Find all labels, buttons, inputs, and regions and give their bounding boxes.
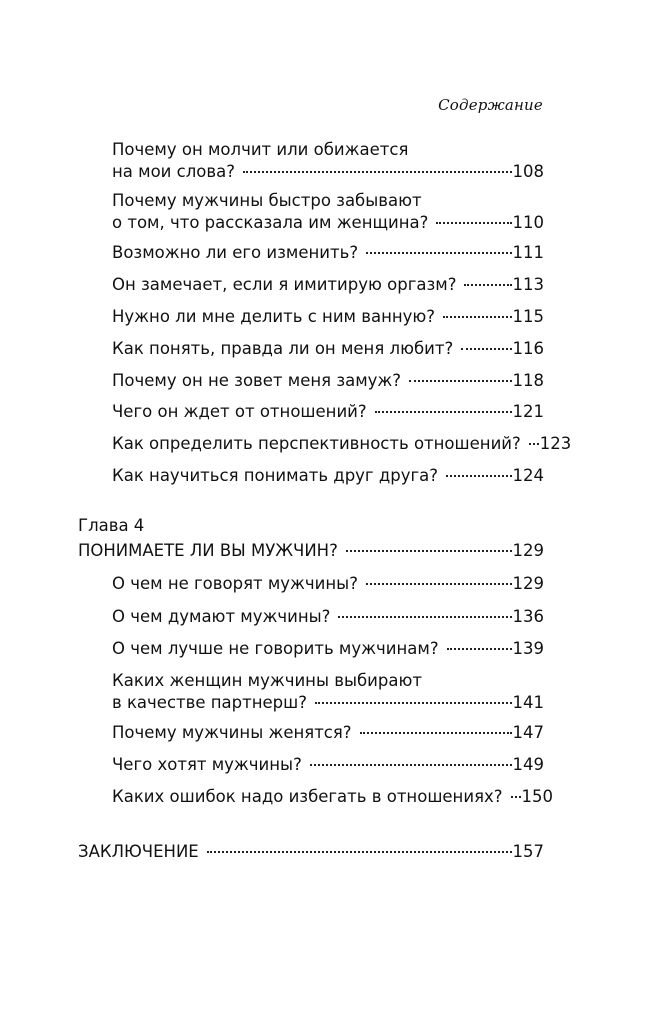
leader-dots — [375, 411, 512, 413]
toc-page-number: 139 — [512, 639, 544, 658]
toc-entry[interactable] — [112, 465, 544, 487]
toc-page-number: 118 — [512, 371, 544, 390]
toc-entry[interactable] — [112, 606, 544, 628]
leader-dots — [366, 252, 511, 254]
toc-entry-title: в качестве партнерш? — [112, 693, 308, 712]
toc-entry[interactable] — [112, 306, 544, 328]
leader-dots — [338, 616, 511, 618]
toc-entry-title: Чего хотят мужчины? — [112, 755, 302, 774]
toc-entry-title: Почему мужчины женятся? — [112, 723, 352, 742]
toc-entry[interactable] — [112, 754, 544, 776]
leader-dots — [243, 171, 512, 173]
toc-entry-title: Возможно ли его изменить? — [112, 243, 359, 262]
toc-page-number: 129 — [512, 574, 544, 593]
toc-entry[interactable] — [112, 433, 572, 455]
chapter-label: Глава 4 — [78, 516, 145, 535]
toc-page-number: 123 — [539, 434, 572, 453]
toc-entry[interactable] — [112, 370, 544, 392]
leader-dots — [461, 348, 511, 350]
leader-dots — [409, 380, 511, 382]
leader-dots — [511, 796, 521, 798]
toc-entry-title: Нужно ли мне делить с ним ванную? — [112, 307, 436, 326]
toc-entry-title: Почему он не зовет меня замуж? — [112, 371, 402, 390]
leader-dots — [366, 583, 512, 585]
toc-page-number: 110 — [512, 213, 544, 232]
toc-entry[interactable] — [112, 722, 544, 744]
toc-entry[interactable] — [112, 786, 554, 808]
toc-entry[interactable] — [112, 638, 544, 660]
leader-dots — [464, 284, 511, 286]
toc-page-number: 141 — [512, 693, 544, 712]
toc-entry[interactable] — [112, 670, 544, 714]
leader-dots — [207, 851, 512, 853]
toc-entry-title: О чем не говорят мужчины? — [112, 574, 358, 593]
toc-entry-title: на мои слова? — [112, 162, 235, 181]
leader-dots — [346, 550, 512, 552]
toc-conclusion-entry[interactable] — [78, 841, 544, 863]
leader-dots — [436, 222, 511, 224]
chapter-title: ПОНИМАЕТЕ ЛИ ВЫ МУЖЧИН? — [78, 541, 338, 560]
toc-page-number: 129 — [512, 541, 544, 560]
toc-entry[interactable] — [112, 242, 544, 264]
leader-dots — [315, 702, 511, 704]
toc-page-number: 113 — [512, 275, 544, 294]
conclusion-title: ЗАКЛЮЧЕНИЕ — [78, 842, 199, 861]
toc-page-number: 124 — [512, 466, 544, 485]
toc-page-number: 121 — [512, 402, 544, 421]
toc-entry-title-line1: Каких женщин мужчины выбирают — [112, 671, 422, 690]
toc-page-number: 147 — [512, 723, 544, 742]
toc-entry[interactable] — [112, 190, 544, 234]
toc-entry-title-line1: Почему мужчины быстро забывают — [112, 191, 422, 210]
toc-page-number: 116 — [512, 339, 544, 358]
toc-entry-title: Он замечает, если я имитирую оргазм? — [112, 275, 457, 294]
leader-dots — [446, 475, 511, 477]
toc-entry-title: Чего он ждет от отношений? — [112, 402, 367, 421]
toc-entry[interactable] — [112, 338, 544, 360]
leader-dots — [529, 443, 539, 445]
running-head: Содержание — [438, 96, 543, 114]
leader-dots — [360, 732, 512, 734]
toc-entry[interactable] — [112, 573, 544, 595]
toc-entry-title: Как понять, правда ли он меня любит? — [112, 339, 454, 358]
toc-entry-title-line1: Почему он молчит или обижается — [112, 140, 409, 159]
toc-page-number: 149 — [512, 755, 544, 774]
toc-entry[interactable] — [112, 139, 544, 183]
toc-entry-title: Как научиться понимать друг друга? — [112, 466, 439, 485]
toc-page-number: 111 — [512, 243, 544, 262]
toc-entry-title: о том, что рассказала им женщина? — [112, 213, 429, 232]
leader-dots — [310, 764, 512, 766]
toc-entry-title: О чем думают мужчины? — [112, 607, 331, 626]
toc-entry[interactable] — [112, 274, 544, 296]
toc-page-number: 108 — [512, 162, 544, 181]
toc-entry-title: О чем лучше не говорить мужчинам? — [112, 639, 439, 658]
toc-entry-title: Как определить перспективность отношений? — [112, 434, 521, 453]
toc-page-number: 157 — [512, 842, 544, 861]
toc-entry[interactable] — [112, 401, 544, 423]
leader-dots — [447, 648, 512, 650]
toc-chapter-entry[interactable] — [78, 540, 544, 562]
leader-dots — [443, 316, 511, 318]
toc-page-number: 115 — [512, 307, 544, 326]
toc-page-number: 150 — [521, 787, 554, 806]
toc-page-number: 136 — [512, 607, 544, 626]
toc-entry-title: Каких ошибок надо избегать в отношениях? — [112, 787, 503, 806]
